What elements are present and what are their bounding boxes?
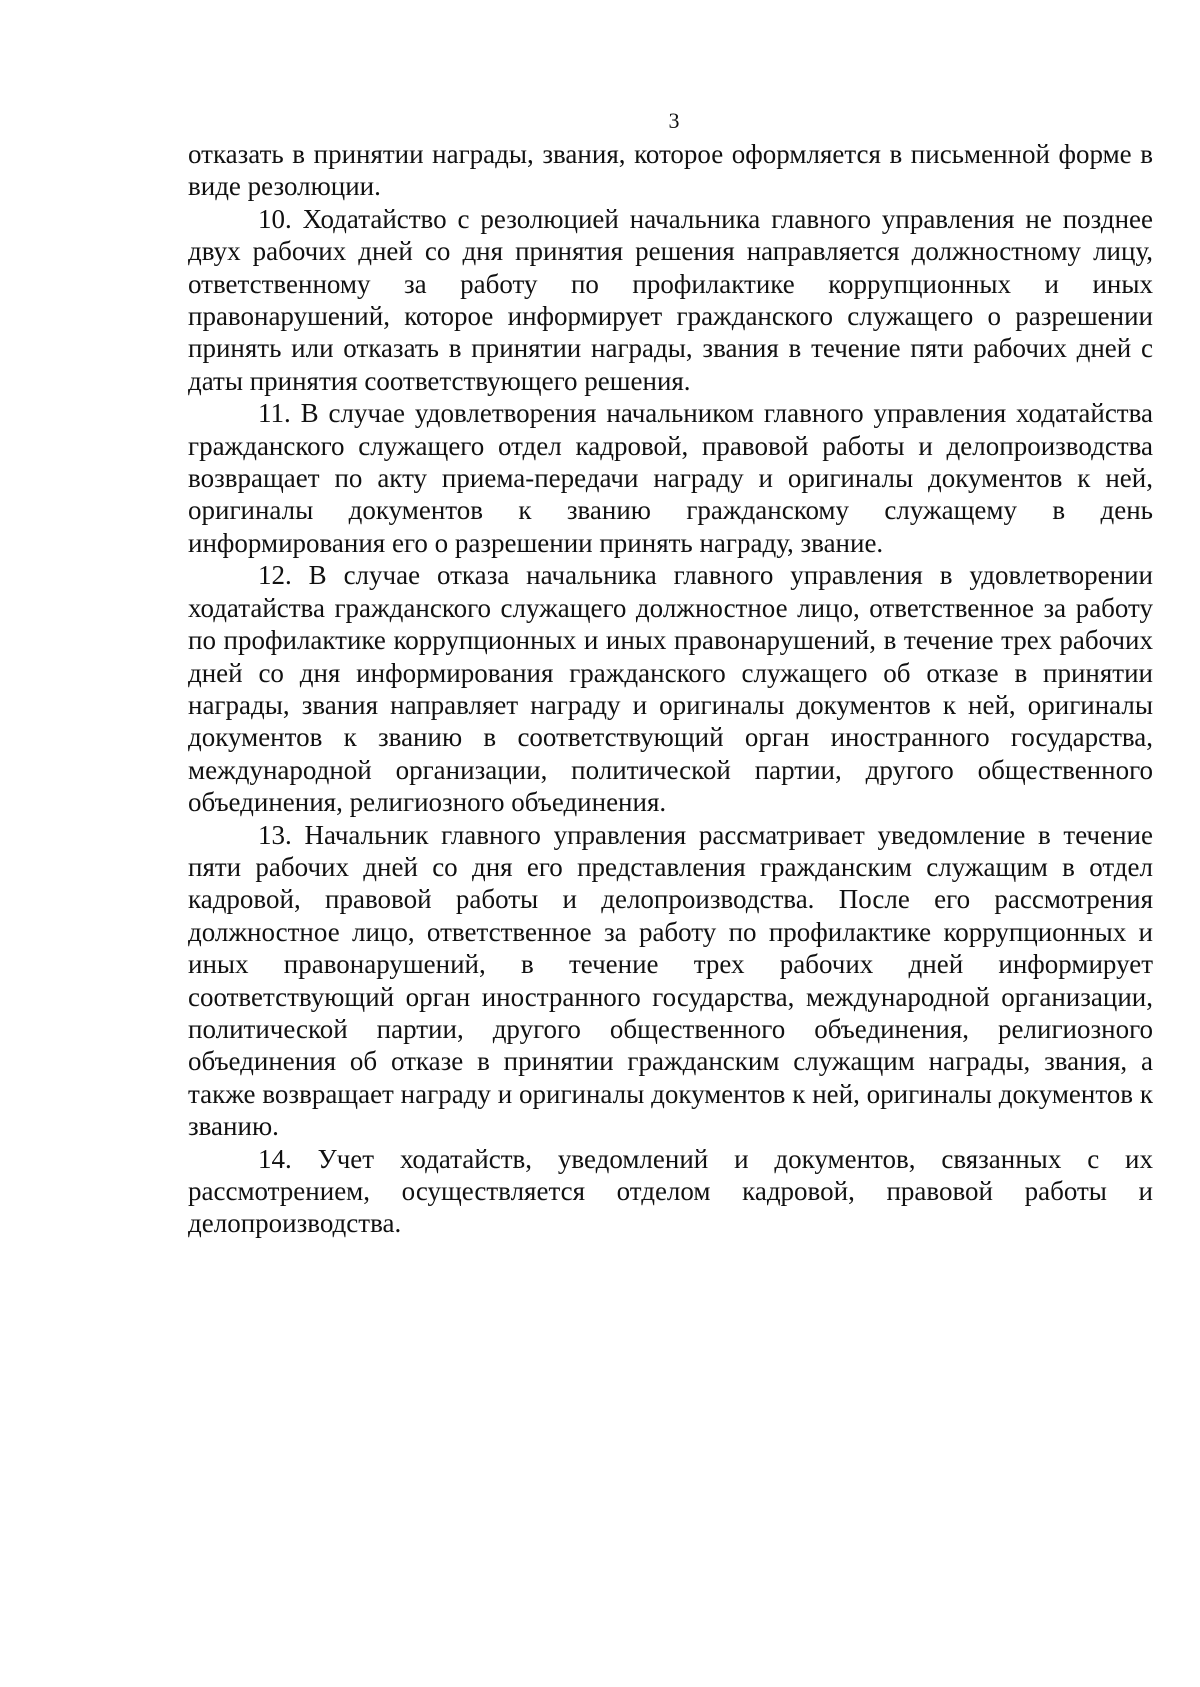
page-number: 3 [668, 108, 680, 133]
document-body [188, 138, 1153, 1240]
paragraph-10: 10. Ходатайство с резолюцией начальника главного управления не позднее двух рабочих дней со дня принятия решения направляется должностному лицу, ответственному за работу по профилактике коррупционных и иных правонарушений, которое информирует гражданского служащего о разрешении принять или отказать в принятии награды, звания в течение пяти рабочих дней с даты принятия соответствующего решения. [188, 203, 1153, 396]
paragraph-13: 13. Начальник главного управления рассматривает уведомление в течение пяти рабочих дней со дня его представления гражданским служащим в отдел кадровой, правовой работы и делопроизводства. После его рассмотрения должностное лицо, ответственное за работу по профилактике коррупционных и иных правонарушений, в течение трех рабочих дней информирует соответствующий орган иностранного государства, международной организации, политической партии, другого общественного объединения, религиозного объединения об отказе в принятии гражданским служащим награды, звания, а также возвращает награду и оригиналы документов к ней, оригиналы документов к званию. [188, 819, 1153, 1142]
paragraph-14: 14. Учет ходатайств, уведомлений и документов, связанных с их рассмотрением, осуществляется отделом кадровой, правовой работы и делопроизводства. [188, 1143, 1153, 1239]
paragraph-continuation: отказать в принятии награды, звания, которое оформляется в письменной форме в виде резолюции. [188, 139, 1153, 202]
paragraph-12: 12. В случае отказа начальника главного управления в удовлетворении ходатайства гражданского служащего должностное лицо, ответственное за работу по профилактике коррупционных и иных правонарушений, в течение трех рабочих дней со дня информирования гражданского служащего об отказе в принятии награды, звания направляет награду и оригиналы документов к ней, оригиналы документов к званию в соответствующий орган иностранного государства, международной организации, политической партии, другого общественного объединения, религиозного объединения. [188, 560, 1153, 818]
paragraph-11: 11. В случае удовлетворения начальником главного управления ходатайства гражданского служащего отдел кадровой, правовой работы и делопроизводства возвращает по акту приема-передачи награду и оригиналы документов к ней, оригиналы документов к званию гражданскому служащему в день информирования его о разрешении принять награду, звание. [188, 398, 1153, 558]
